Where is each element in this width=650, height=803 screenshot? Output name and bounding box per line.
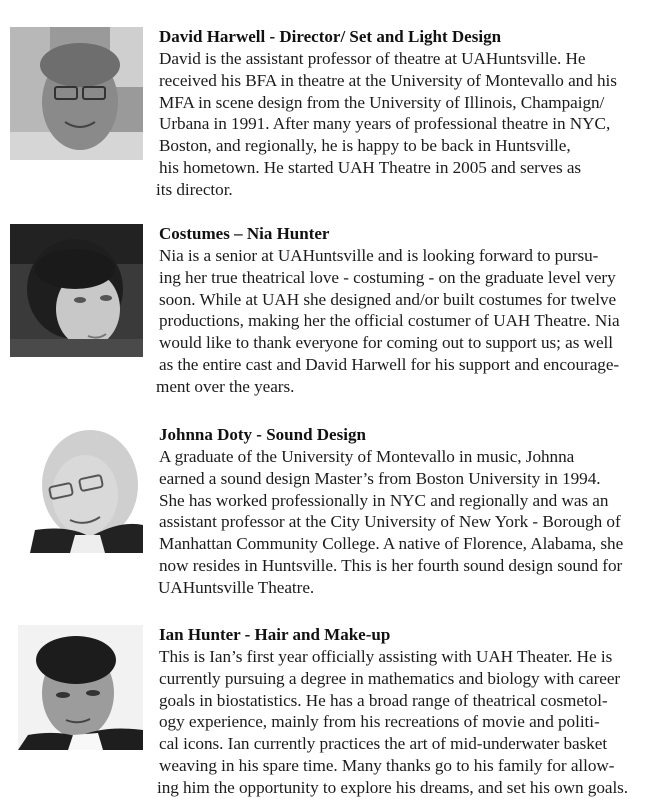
bio-line: Urbana in 1991. After many years of professional theatre in NYC, xyxy=(159,114,611,134)
bio-line: Manhattan Community College. A native of Florence, Alabama, she xyxy=(159,534,624,554)
bio-line: Nia is a senior at UAHuntsville and is looking forward to pursu- xyxy=(159,246,599,265)
bio-line: MFA in scene design from the University of Illinois, Champaign/ xyxy=(159,92,605,112)
bio-line: currently pursuing a degree in mathematics and biology with career xyxy=(159,668,621,688)
portrait-image xyxy=(10,27,143,160)
photo-ian-hunter xyxy=(18,625,143,750)
portrait-image xyxy=(30,425,143,553)
bio-heading: Johnna Doty - Sound Design xyxy=(159,425,366,444)
bio-heading: Costumes – Nia Hunter xyxy=(159,224,330,243)
bio-line: David is the assistant professor of theatre at UAHuntsville. He xyxy=(159,49,586,68)
photo-nia-hunter xyxy=(10,224,143,357)
bio-line: its director. xyxy=(156,179,233,199)
bio-line: soon. While at UAH she designed and/or built costumes for twelve xyxy=(159,289,617,309)
bio-line: Boston, and regionally, he is happy to be back in Huntsville, xyxy=(159,136,571,156)
bio-line: She has worked professionally in NYC and regionally and was an xyxy=(159,490,609,510)
bio-line: as the entire cast and David Harwell for his support and encourage- xyxy=(159,354,620,374)
bio-line: goals in biostatistics. He has a broad range of theatrical cosmetol- xyxy=(159,690,608,710)
bio-line: ing him the opportunity to explore his dreams, and set his own goals. xyxy=(157,777,629,797)
portrait-image xyxy=(10,224,143,357)
bio-line: his hometown. He started UAH Theatre in 2005 and serves as xyxy=(159,157,582,177)
portrait-image xyxy=(18,625,143,750)
bio-johnna-doty xyxy=(0,400,650,600)
bio-line: A graduate of the University of Montevallo in music, Johnna xyxy=(159,447,575,466)
bio-line: would like to thank everyone for coming out to support us; as well xyxy=(159,333,613,353)
bio-line: ogy experience, mainly from his recreations of movie and politi- xyxy=(159,712,600,732)
bio-line: assistant professor at the City University of New York - Borough of xyxy=(159,512,621,532)
bio-line: This is Ian’s first year officially assisting with UAH Theater. He is xyxy=(159,647,613,666)
bio-line: ment over the years. xyxy=(156,376,295,396)
bio-line: earned a sound design Master’s from Boston University in 1994. xyxy=(159,468,601,488)
bio-ian-hunter xyxy=(0,600,650,803)
bio-david-harwell xyxy=(0,0,650,200)
photo-david-harwell xyxy=(10,27,143,160)
bio-line: productions, making her the official costumer of UAH Theatre. Nia xyxy=(159,311,620,331)
bio-line: ing her true theatrical love - costuming - on the graduate level very xyxy=(159,267,616,287)
bio-line: received his BFA in theatre at the University of Montevallo and his xyxy=(159,70,617,90)
bio-line: now resides in Huntsville. This is her fourth sound design sound for xyxy=(159,555,623,575)
bio-heading: David Harwell - Director/ Set and Light Design xyxy=(159,27,502,46)
bio-line: UAHuntsville Theatre. xyxy=(158,577,315,597)
bio-nia-hunter xyxy=(0,200,650,400)
photo-johnna-doty xyxy=(30,425,143,553)
bio-line: cal icons. Ian currently practices the art of mid-underwater basket xyxy=(159,734,608,754)
bio-heading: Ian Hunter - Hair and Make-up xyxy=(159,625,391,644)
bio-line: weaving in his spare time. Many thanks go to his family for allow- xyxy=(159,755,615,775)
